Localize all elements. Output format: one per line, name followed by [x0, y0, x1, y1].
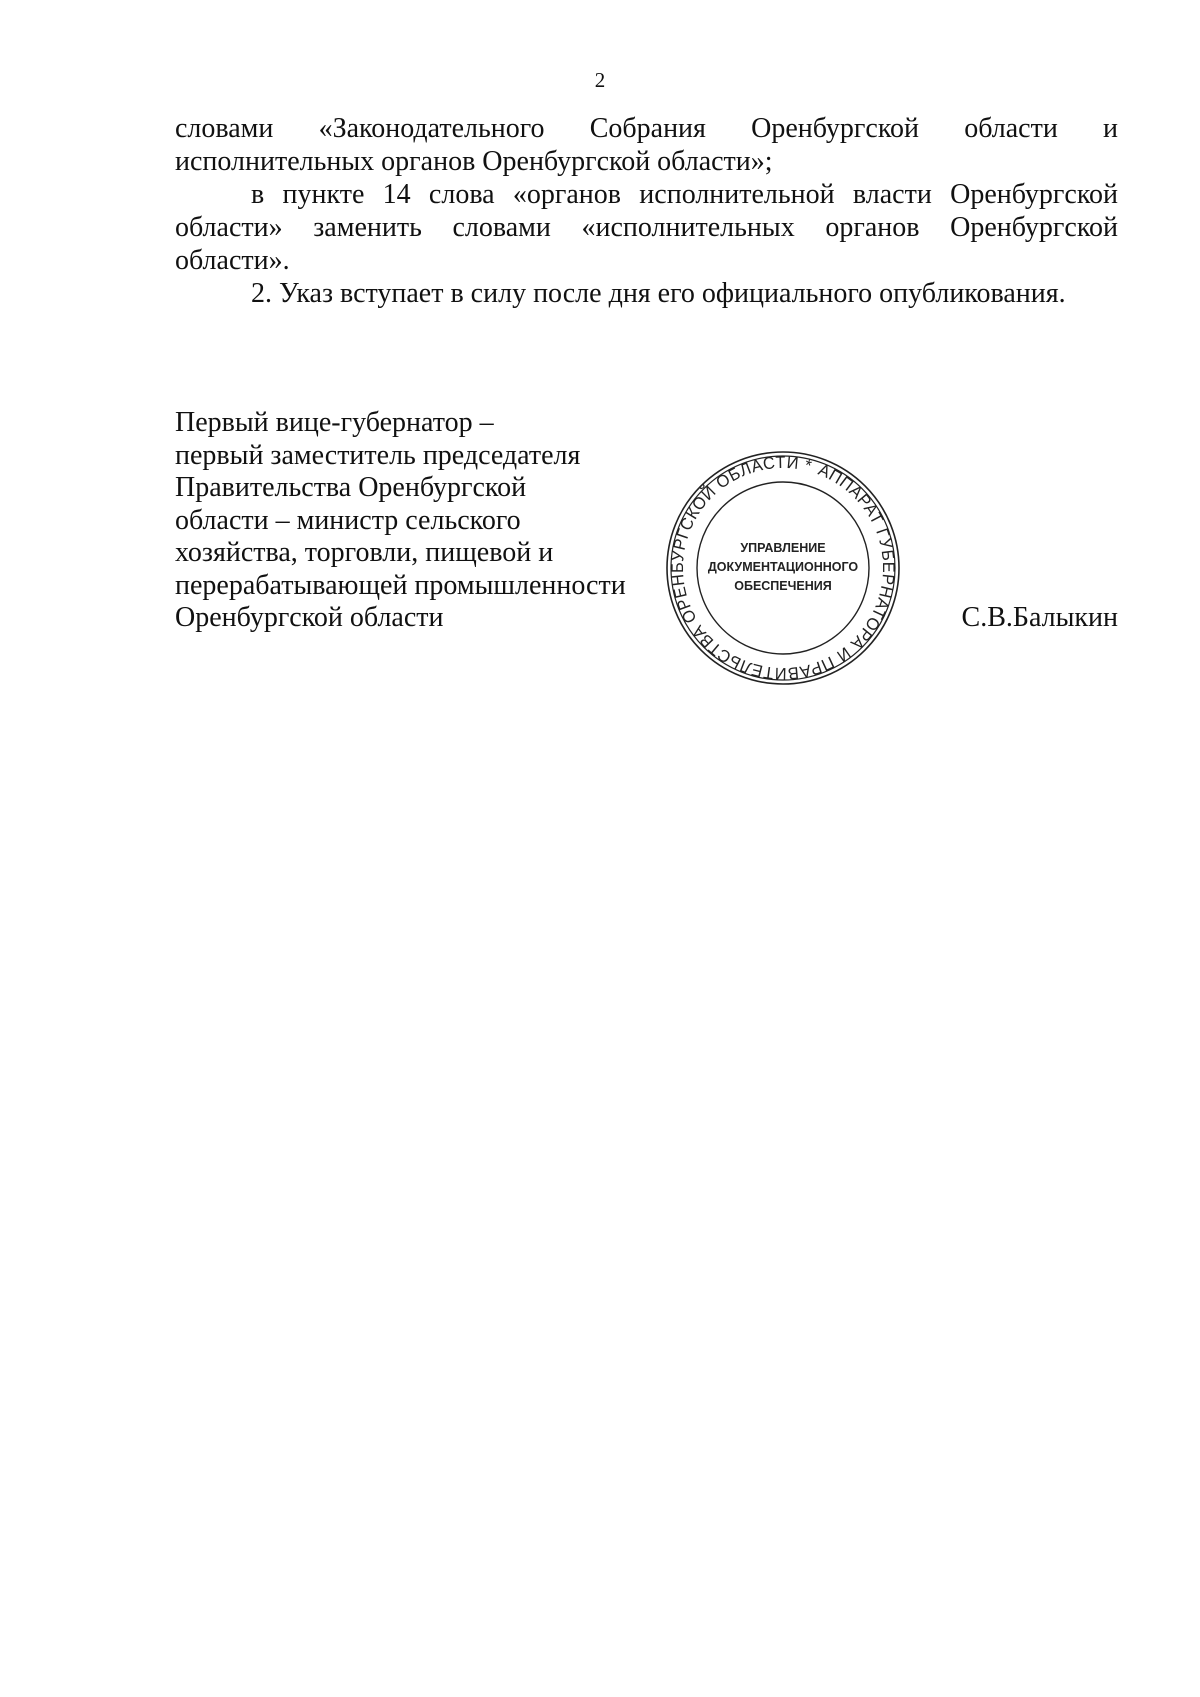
stamp-center-line: ОБЕСПЕЧЕНИЯ — [734, 579, 832, 593]
paragraph-effective-date: 2. Указ вступает в силу после дня его официального опубликования. — [251, 278, 1066, 309]
signatory-name: С.В.Балыкин — [961, 602, 1118, 633]
signatory-position-line: области – министр сельского — [175, 504, 521, 536]
svg-text:АППАРАТ ГУБЕРНАТОРА И ПРАВИТЕЛ: АППАРАТ ГУБЕРНАТОРА И ПРАВИТЕЛЬСТВА ОРЕНБУРГСКОЙ ОБЛАСТИ * — [667, 452, 899, 684]
document-body — [175, 112, 1118, 310]
signatory-position-line: Правительства Оренбургской — [175, 472, 527, 503]
signatory-position-line: Оренбургской области — [175, 602, 444, 633]
page-number: 2 — [594, 68, 606, 92]
signatory-position — [175, 407, 655, 635]
signatory-position-line: перерабатывающей промышленности — [175, 569, 626, 601]
signatory-position-line: хозяйства, торговли, пищевой и — [175, 537, 554, 568]
official-stamp — [664, 449, 902, 687]
signatory-position-line: первый заместитель председателя — [175, 439, 581, 471]
signatory-position-line: Первый вице-губернатор – — [175, 407, 494, 438]
paragraph-point-14: в пункте 14 слова «органов исполнительной власти Оренбургской области» заменить словами «исполнительных органов Оренбургской области». — [175, 179, 1118, 276]
paragraph-continuation: словами «Законодательного Собрания Оренбургской области и исполнительных органов Оренбургской области»; — [175, 113, 1118, 177]
stamp-center-line: УПРАВЛЕНИЕ — [740, 541, 826, 555]
stamp-center-line: ДОКУМЕНТАЦИОННОГО — [707, 560, 859, 574]
stamp-center-text — [664, 449, 902, 687]
